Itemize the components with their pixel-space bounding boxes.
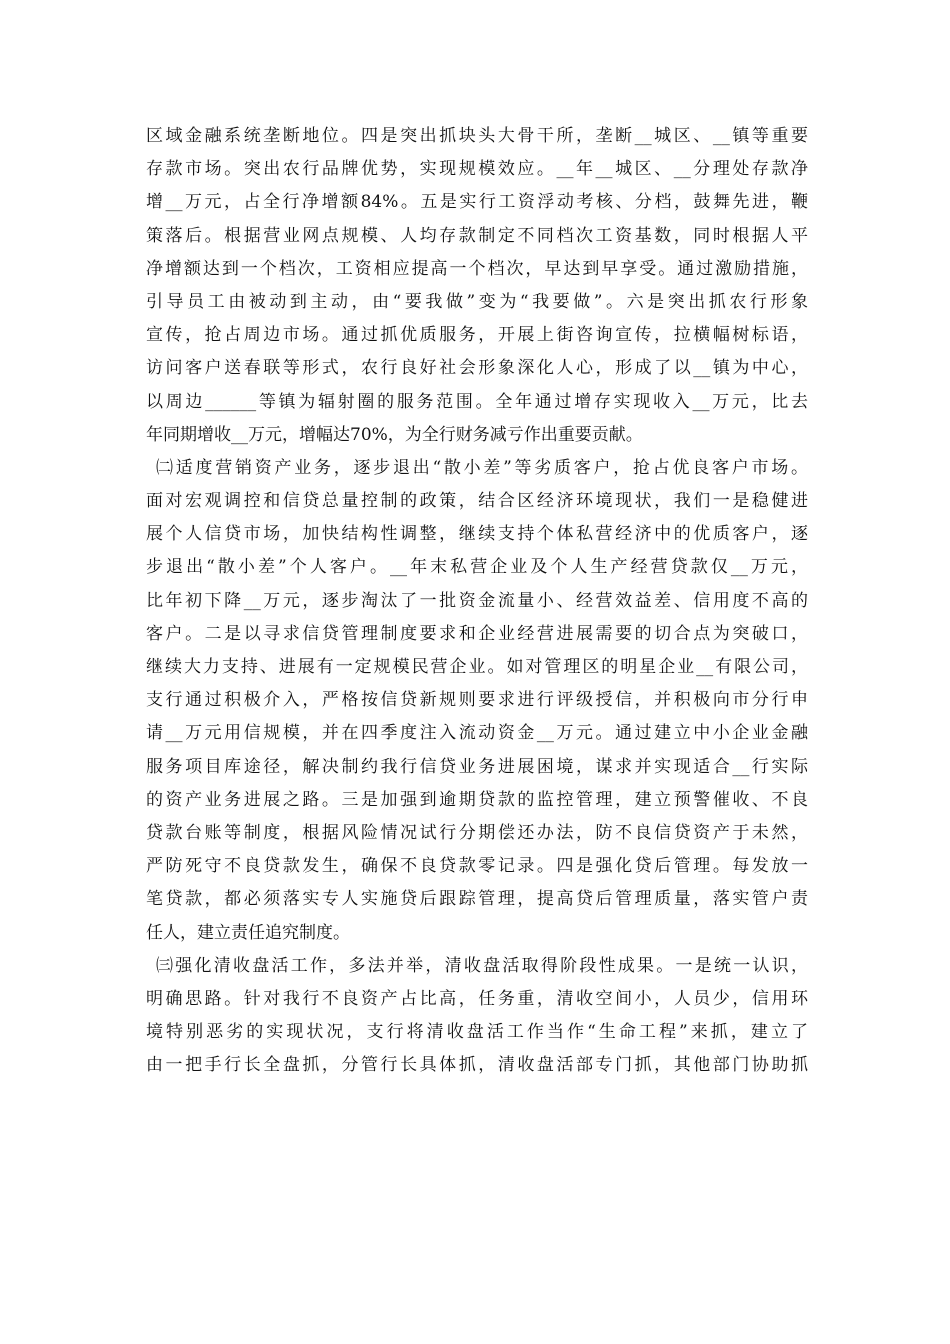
text-line: 笔贷款，都必须落实专人实施贷后跟踪管理，提高贷后管理质量，落实管户责 [146, 889, 808, 910]
text-line: ㈡适度营销资产业务，逐步退出“散小差”等劣质客户，抢占优良客户市场。 [156, 457, 808, 478]
document-body [146, 120, 808, 1082]
text-line: 净增额达到一个档次，工资相应提高一个档次，早达到早享受。通过激励措施， [146, 258, 808, 279]
text-line: 面对宏观调控和信贷总量控制的政策，结合区经济环境现状，我们一是稳健进 [146, 491, 808, 512]
text-line: 境特别恶劣的实现状况，支行将清收盘活工作当作“生命工程”来抓，建立了 [146, 1022, 808, 1043]
text-line: 年同期增收__万元，增幅达70%，为全行财务减亏作出重要贡献。 [146, 424, 643, 445]
text-line: 严防死守不良贷款发生，确保不良贷款零记录。四是强化贷后管理。每发放一 [146, 856, 808, 877]
text-line: 引导员工由被动到主动，由“要我做”变为“我要做”。六是突出抓农行形象 [146, 291, 808, 312]
text-line: 请__万元用信规模，并在四季度注入流动资金__万元。通过建立中小企业金融 [146, 723, 808, 744]
text-line: 支行通过积极介入，严格按信贷新规则要求进行评级授信，并积极向市分行申 [146, 690, 808, 711]
text-line: 服务项目库途径，解决制约我行信贷业务进展困境，谋求并实现适合__行实际 [146, 756, 808, 777]
text-line: ㈢强化清收盘活工作，多法并举，清收盘活取得阶段性成果。一是统一认识， [156, 955, 808, 976]
text-line: 宣传，抢占周边市场。通过抓优质服务，开展上街咨询宣传，拉横幅树标语， [146, 325, 808, 346]
text-line: 任人，建立责任追究制度。 [146, 922, 350, 943]
text-line: 明确思路。针对我行不良资产占比高，任务重，清收空间小，人员少，信用环 [146, 988, 808, 1009]
text-line: 比年初下降__万元，逐步淘汰了一批资金流量小、经营效益差、信用度不高的 [146, 590, 808, 611]
text-line: 步退出“散小差”个人客户。__年末私营企业及个人生产经营贷款仅__万元， [146, 557, 808, 578]
text-line: 存款市场。突出农行品牌优势，实现规模效应。__年__城区、__分理处存款净 [146, 159, 808, 180]
text-line: 客户。二是以寻求信贷管理制度要求和企业经营进展需要的切合点为突破口， [146, 623, 808, 644]
text-line: 区域金融系统垄断地位。四是突出抓块头大骨干所，垄断__城区、__镇等重要 [146, 126, 808, 146]
text-line: 的资产业务进展之路。三是加强到逾期贷款的监控管理，建立预警催收、不良 [146, 789, 808, 810]
text-line: 由一把手行长全盘抓，分管行长具体抓，清收盘活部专门抓，其他部门协助抓 [146, 1055, 808, 1076]
text-line: 展个人信贷市场，加快结构性调整，继续支持个体私营经济中的优质客户，逐 [146, 524, 808, 545]
text-line: 继续大力支持、进展有一定规模民营企业。如对管理区的明星企业__有限公司， [146, 657, 808, 677]
text-line: 增__万元，占全行净增额84%。五是实行工资浮动考核、分档，鼓舞先进，鞭 [146, 192, 808, 213]
text-line: 策落后。根据营业网点规模、人均存款制定不同档次工资基数，同时根据人平 [146, 225, 808, 246]
text-line: 访问客户送春联等形式，农行良好社会形象深化人心，形成了以__镇为中心， [146, 358, 808, 379]
text-line: 贷款台账等制度，根据风险情况试行分期偿还办法，防不良信贷资产于未然， [146, 822, 808, 843]
text-line: 以周边______等镇为辐射圈的服务范围。全年通过增存实现收入__万元，比去 [146, 391, 808, 412]
